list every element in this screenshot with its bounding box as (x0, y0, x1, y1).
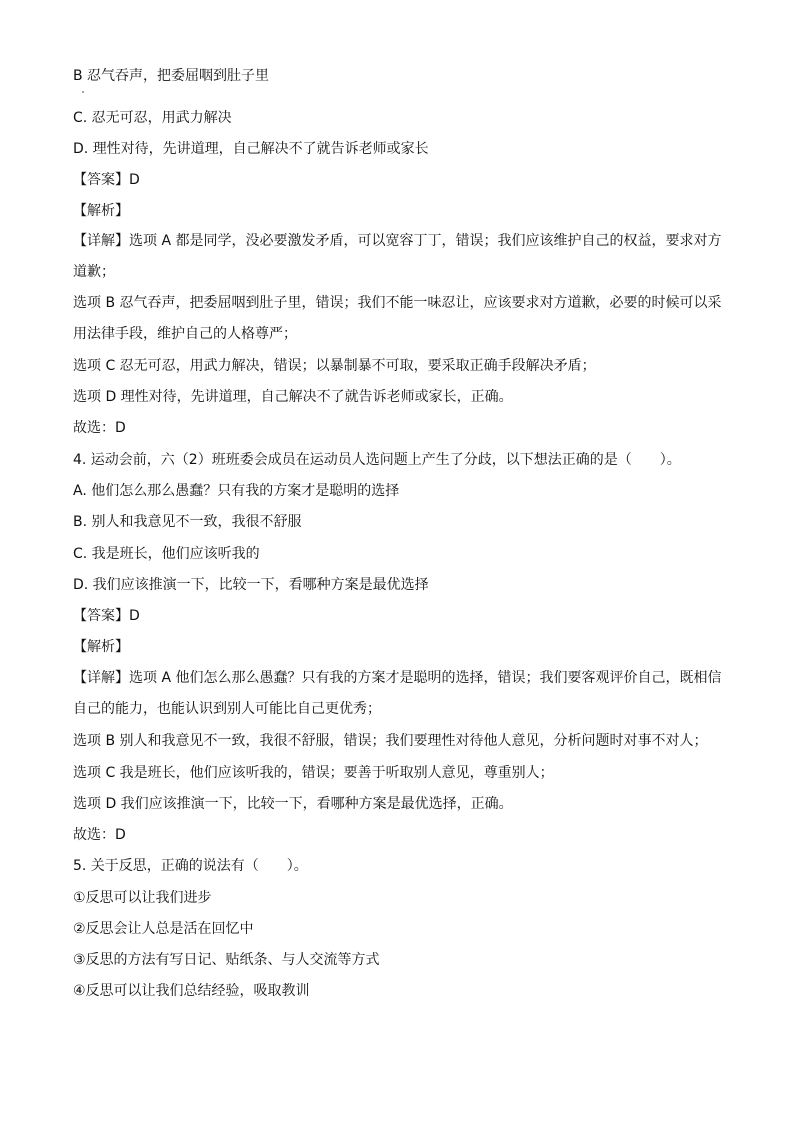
option-b: B 忍气吞声，把委屈咽到肚子里 (73, 68, 270, 84)
q4-detail-option-c: 选项 C 我是班长，他们应该听我的，错误；要善于听取别人意见，尊重别人； (73, 765, 554, 781)
q5-statement-2: ②反思会让人总是活在回忆中 (73, 921, 254, 937)
q4-answer: 【答案】D (73, 608, 140, 624)
q4-option-d: D. 我们应该推演一下，比较一下，看哪种方案是最优选择 (73, 577, 429, 593)
stray-dot (82, 91, 84, 93)
option-c: C. 忍无可忍，用武力解决 (73, 110, 232, 126)
option-d: D. 理性对待，先讲道理，自己解决不了就告诉老师或家长 (73, 141, 429, 157)
q5-statement-4: ④反思可以让我们总结经验，吸取教训 (73, 983, 310, 999)
question-4: 4. 运动会前，六（2）班班委会成员在运动员人选问题上产生了分歧，以下想法正确的是（ ）。 (73, 452, 681, 468)
q4-option-a: A. 他们怎么那么愚蠢？只有我的方案才是聪明的选择 (73, 483, 400, 499)
q4-analysis-heading: 【解析】 (73, 639, 129, 655)
detail-option-b: 选项 B 忍气吞声，把委屈咽到肚子里，错误；我们不能一味忍让，应该要求对方道歉，必要的时候可以采用法律手段，维护自己的人格尊严； (73, 295, 722, 342)
question-5: 5. 关于反思，正确的说法有（ ）。 (73, 858, 308, 874)
q5-statement-3: ③反思的方法有写日记、贴纸条、与人交流等方式 (73, 952, 380, 968)
q4-detail-paragraph: 【详解】选项 A 他们怎么那么愚蠢？只有我的方案才是聪明的选择，错误；我们要客观评价自己，既相信自己的能力，也能认识到别人可能比自己更优秀； (73, 670, 722, 717)
q4-conclusion: 故选：D (73, 827, 126, 843)
answer: 【答案】D (73, 172, 140, 188)
q4-option-b: B. 别人和我意见不一致，我很不舒服 (73, 514, 302, 530)
detail-option-d: 选项 D 理性对待，先讲道理，自己解决不了就告诉老师或家长，正确。 (73, 389, 513, 405)
conclusion: 故选：D (73, 420, 126, 436)
q5-statement-1: ①反思可以让我们进步 (73, 890, 212, 906)
analysis-heading: 【解析】 (73, 203, 129, 219)
q4-detail-option-b: 选项 B 别人和我意见不一致，我很不舒服，错误；我们要理性对待他人意见，分析问题时对事不对人； (73, 733, 708, 749)
q4-detail-option-d: 选项 D 我们应该推演一下，比较一下，看哪种方案是最优选择，正确。 (73, 796, 513, 812)
detail-paragraph: 【详解】选项 A 都是同学，没必要激发矛盾，可以宽容丁丁，错误；我们应该维护自己的权益，要求对方道歉； (73, 233, 722, 280)
detail-option-c: 选项 C 忍无可忍，用武力解决，错误；以暴制暴不可取，要采取正确手段解决矛盾； (73, 358, 596, 374)
q4-option-c: C. 我是班长，他们应该听我的 (73, 546, 260, 562)
